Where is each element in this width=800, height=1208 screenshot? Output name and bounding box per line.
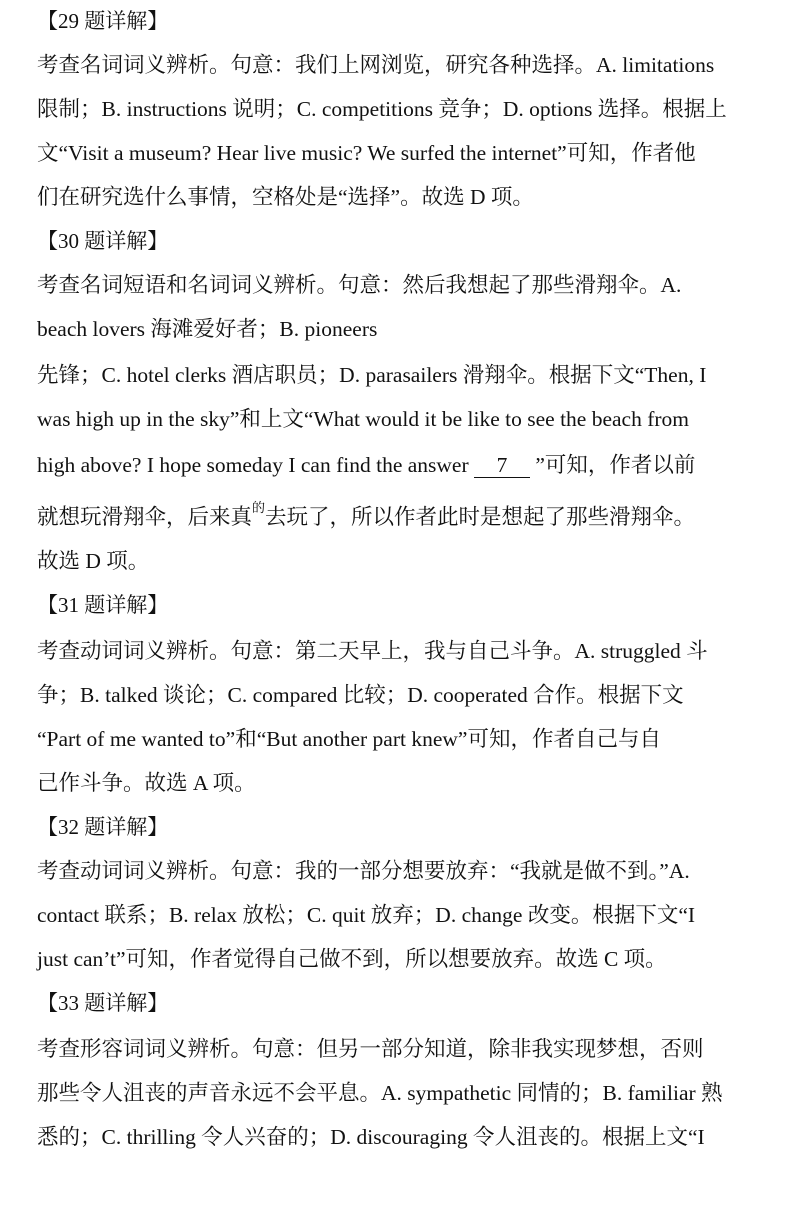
section-29-line-2: 限制；B. instructions 说明；C. competitions 竞争；D. options 选择。根据上 bbox=[37, 97, 727, 121]
section-32-line-2: contact 联系；B. relax 放松；C. quit 放弃；D. change 改变。根据下文“I bbox=[37, 903, 696, 927]
line-text-before-mark: 就想玩滑翔伞，后来真 bbox=[37, 505, 253, 529]
section-30-line-6 bbox=[37, 502, 695, 532]
section-29-line-3: 文“Visit a museum? Hear live music? We surfed the internet”可知，作者他 bbox=[37, 141, 696, 165]
section-33-heading: 【33 题详解】 bbox=[37, 991, 169, 1015]
section-31-line-2: 争；B. talked 谈论；C. compared 比较；D. cooperated 合作。根据下文 bbox=[37, 683, 684, 707]
section-31-line-3: “Part of me wanted to”和“But another part knew”可知，作者自己与自 bbox=[37, 727, 661, 751]
section-29-line-4: 们在研究选什么事情，空格处是“选择”。故选 D 项。 bbox=[37, 185, 534, 209]
answer-blank: 7 bbox=[474, 453, 530, 478]
section-33-line-2: 那些令人沮丧的声音永远不会平息。A. sympathetic 同情的；B. familiar 熟 bbox=[37, 1081, 723, 1105]
section-30-line-7: 故选 D 项。 bbox=[37, 549, 150, 573]
section-32-heading: 【32 题详解】 bbox=[37, 815, 169, 839]
line-text-after-blank: ”可知，作者以前 bbox=[530, 453, 696, 477]
section-30-line-2: beach lovers 海滩爱好者；B. pioneers bbox=[37, 317, 378, 341]
section-30-heading: 【30 题详解】 bbox=[37, 229, 169, 253]
line-text-after-mark: 去玩了，所以作者此时是想起了那些滑翔伞。 bbox=[265, 505, 696, 529]
line-text-before-blank: high above? I hope someday I can find the answer bbox=[37, 453, 475, 477]
section-29-line-1: 考查名词词义辨析。句意：我们上网浏览，研究各种选择。A. limitations bbox=[37, 53, 715, 77]
section-30-line-1: 考查名词短语和名词词义辨析。句意：然后我想起了那些滑翔伞。A. bbox=[37, 273, 682, 297]
section-30-line-5 bbox=[37, 450, 695, 480]
section-29-heading: 【29 题详解】 bbox=[37, 9, 169, 33]
inserted-character-mark: 的 bbox=[252, 500, 266, 515]
section-31-line-4: 己作斗争。故选 A 项。 bbox=[37, 771, 256, 795]
section-31-heading: 【31 题详解】 bbox=[37, 593, 169, 617]
section-33-line-1: 考查形容词词义辨析。句意：但另一部分知道，除非我实现梦想，否则 bbox=[37, 1037, 704, 1061]
section-33-line-3: 悉的；C. thrilling 令人兴奋的；D. discouraging 令人沮丧的。根据上文“I bbox=[37, 1125, 705, 1149]
section-31-line-1: 考查动词词义辨析。句意：第二天早上，我与自己斗争。A. struggled 斗 bbox=[37, 639, 708, 663]
section-30-line-3: 先锋；C. hotel clerks 酒店职员；D. parasailers 滑翔伞。根据下文“Then, I bbox=[37, 363, 707, 387]
section-30-line-4: was high up in the sky”和上文“What would it be like to see the beach from bbox=[37, 407, 690, 431]
section-32-line-3: just can’t”可知，作者觉得自己做不到，所以想要放弃。故选 C 项。 bbox=[37, 947, 667, 971]
section-32-line-1: 考查动词词义辨析。句意：我的一部分想要放弃：“我就是做不到。”A. bbox=[37, 859, 690, 883]
